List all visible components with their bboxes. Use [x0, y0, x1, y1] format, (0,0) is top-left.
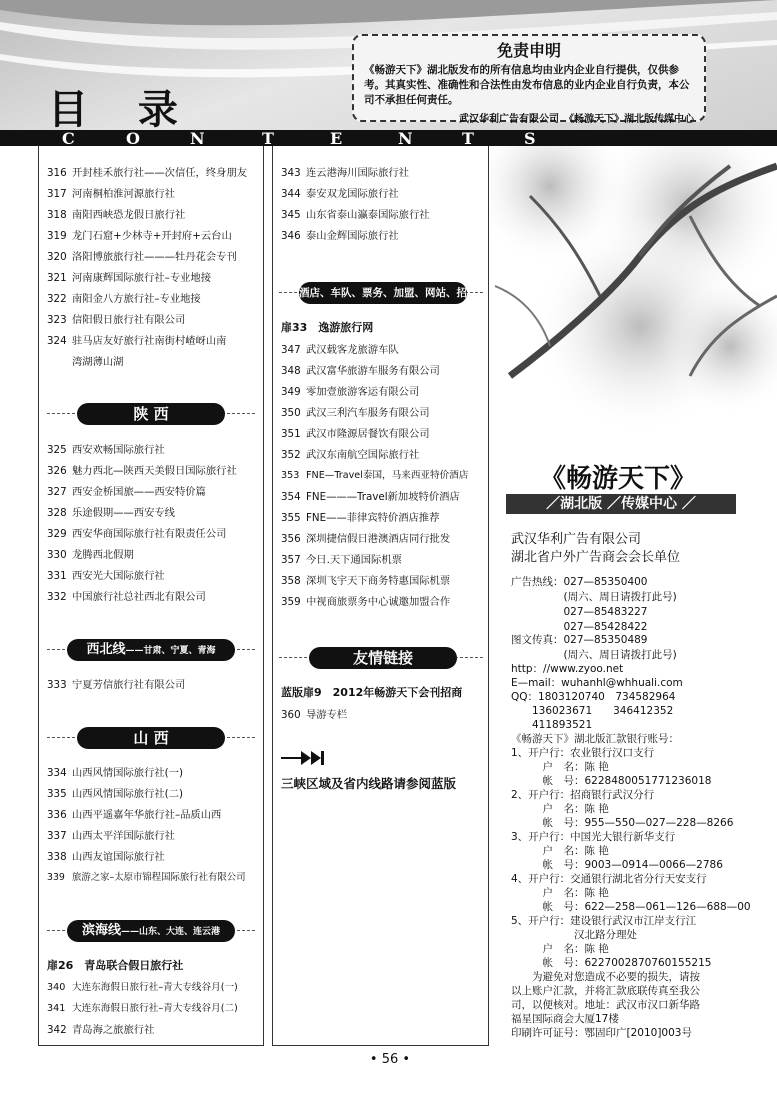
brand-title: 《畅游天下》 [540, 464, 697, 494]
bank-line: 户 名：陈 艳 [511, 943, 609, 955]
website-link[interactable]: http：//www.zyoo.net [511, 663, 624, 675]
section-banner-shanxi: 山 西 [47, 727, 255, 749]
contents-letter: N [190, 129, 205, 148]
section-heading[interactable]: 扉26 青岛联合假日旅行社 [47, 959, 184, 972]
list-item[interactable]: 342 青岛海之旅旅行社 [47, 1024, 155, 1036]
section-banner-services: 酒店、车队、票务、加盟、网站、招聘 [279, 282, 483, 304]
bank-line: 3、开户行：中国光大银行新华支行 [511, 831, 676, 843]
list-item[interactable]: 327 西安金桥国旅——西安特价篇 [47, 486, 206, 498]
list-item[interactable]: 350 武汉三利汽车服务有限公司 [281, 407, 430, 419]
list-item[interactable]: 344 泰安双龙国际旅行社 [281, 188, 399, 200]
list-item[interactable]: 326 魅力西北—陕西天美假日国际旅行社 [47, 465, 237, 477]
contact-line: 027—85483227 [511, 606, 648, 618]
contents-letter: N [398, 129, 413, 148]
contact-line: QQ：1803120740 734582964 [511, 691, 676, 703]
association-name: 湖北省户外广告商会会长单位 [511, 550, 681, 565]
bank-line: 户 名：陈 艳 [511, 845, 609, 857]
email-link[interactable]: E—mail：wuhanhl@whhuali.com [511, 677, 683, 689]
section-banner-links: 友情链接 [279, 647, 483, 669]
disclaimer-box [352, 34, 706, 125]
list-item[interactable]: 320 洛阳博旅旅行社———牡丹花会专刊 [47, 251, 237, 263]
list-item[interactable]: 338 山西友谊国际旅行社 [47, 851, 165, 863]
middle-column [272, 146, 489, 1046]
section-heading[interactable]: 扉33 逸游旅行网 [281, 321, 374, 334]
bank-line: 4、开户行：交通银行湖北省分行天安支行 [511, 873, 707, 885]
list-item[interactable]: 331 西安光大国际旅行社 [47, 570, 165, 582]
left-column [38, 146, 264, 1046]
contents-letter: S [524, 129, 536, 148]
contact-line: 411893521 [511, 719, 593, 731]
list-item[interactable]: 355 FNE——菲律宾特价酒店推荐 [281, 512, 440, 524]
disclaimer-body: 《畅游天下》湖北版发布的所有信息均由业内企业自行提供，仅供参考。其真实性、准确性和合法性由发布信息的业内企业自行负责，本公司不承担任何责任。 [364, 64, 690, 106]
blue-edition-note: 三峡区域及省内线路请参阅蓝版 [281, 776, 457, 791]
bank-line: 汉北路分理处 [511, 929, 637, 941]
section-banner-northwest: 西北线——甘肃、宁夏、青海 [47, 639, 255, 661]
contact-line: 136023671 346412352 [511, 705, 674, 717]
list-item[interactable]: 335 山西风情国际旅行社(二) [47, 788, 184, 800]
contact-line: 027—85428422 [511, 621, 648, 633]
bank-heading: 《畅游天下》湖北版汇款银行账号： [511, 733, 679, 745]
list-item[interactable]: 357 今日.天下通国际机票 [281, 554, 402, 566]
list-item[interactable]: 349 零加壹旅游客运有限公司 [281, 386, 420, 398]
brand-subtitle: ／湖北版 ／传媒中心 ／ [506, 494, 736, 514]
list-item[interactable]: 339 旅游之家–太原市锦程国际旅行社有限公司 [47, 872, 246, 883]
bank-line: 1、开户行：农业银行汉口支行 [511, 747, 655, 759]
bank-line: 帐 号：622—258—061—126—688—00 [511, 901, 751, 913]
license-line: 印刷许可证号：鄂固印广[2010]003号 [511, 1027, 692, 1039]
bank-line: 5、开户行：建设银行武汉市江岸支行江 [511, 915, 697, 927]
bank-line: 帐 号：9003—0914—0066—2786 [511, 859, 723, 871]
list-item[interactable]: 317 河南桐柏淮河源旅行社 [47, 188, 175, 200]
section-banner-shaanxi: 陕 西 [47, 403, 255, 425]
contact-line: (周六、周日请拨打此号) [511, 649, 677, 661]
list-item[interactable]: 347 武汉载客龙旅游车队 [281, 344, 399, 356]
tree-photo [490, 146, 777, 446]
list-item[interactable]: 330 龙腾西北假期 [47, 549, 134, 561]
bank-line: 帐 号：6227002870760155215 [511, 957, 712, 969]
bank-line: 户 名：陈 艳 [511, 887, 609, 899]
list-item[interactable]: 336 山西平遥嘉年华旅行社–品质山西 [47, 809, 222, 821]
list-item[interactable]: 328 乐途假期——西安专线 [47, 507, 175, 519]
contents-letter: E [330, 129, 343, 148]
notice-line: 司，以便核对。地址：武汉市汉口新华路 [511, 999, 700, 1011]
bank-line: 帐 号：955—550—027—228—8266 [511, 817, 734, 829]
list-item[interactable]: 318 南阳西峡恐龙假日旅行社 [47, 209, 186, 221]
disclaimer-signature: 武汉华利广告有限公司 《畅游天下》湖北版传媒中心 [459, 114, 694, 125]
bank-line: 户 名：陈 艳 [511, 803, 609, 815]
page-number: • 56 • [369, 1052, 411, 1067]
list-item[interactable]: 332 中国旅行社总社西北有限公司 [47, 591, 206, 603]
list-item[interactable]: 333 宁夏芳信旅行社有限公司 [47, 679, 186, 691]
list-item[interactable]: 337 山西太平洋国际旅行社 [47, 830, 175, 842]
bank-line: 帐 号：6228480051771236018 [511, 775, 712, 787]
list-item[interactable]: 346 泰山金辉国际旅行社 [281, 230, 399, 242]
list-item[interactable]: 323 信阳假日旅行社有限公司 [47, 314, 186, 326]
list-item[interactable]: 316 开封桂禾旅行社——次信任，终身朋友 [47, 167, 248, 179]
list-item[interactable]: 353 FNE—Travel泰国，马来西亚特价酒店 [281, 470, 469, 481]
list-item-continuation: 湾湖薄山湖 [72, 356, 124, 368]
disclaimer-title: 免责申明 [496, 41, 561, 60]
list-item[interactable]: 354 FNE———Travel新加坡特价酒店 [281, 491, 460, 503]
contents-letter: C [62, 129, 75, 148]
arrow-forward-icon [281, 750, 325, 766]
list-item[interactable]: 348 武汉富华旅游车服务有限公司 [281, 365, 440, 377]
list-item[interactable]: 334 山西风情国际旅行社(一) [47, 767, 184, 779]
list-item[interactable]: 345 山东省泰山瀛泰国际旅行社 [281, 209, 430, 221]
list-item[interactable]: 356 深圳捷信假日港澳酒店同行批发 [281, 533, 451, 545]
notice-line: 为避免对您造成不必要的损失，请按 [511, 971, 700, 983]
list-item[interactable]: 319 龙门石窟+少林寺+开封府+云台山 [47, 230, 232, 242]
list-item[interactable]: 340 大连东海假日旅行社–青大专线谷月(一) [47, 982, 238, 993]
bank-line: 户 名：陈 艳 [511, 761, 609, 773]
contents-letter: T [462, 129, 474, 148]
section-heading[interactable]: 蓝版扉9 2012年畅游天下会刊招商 [281, 686, 463, 699]
notice-line: 福星国际商会大厦17楼 [511, 1013, 619, 1025]
list-item[interactable]: 351 武汉市隆源居餐饮有限公司 [281, 428, 430, 440]
section-banner-coast: 滨海线——山东、大连、连云港 [47, 920, 255, 942]
contact-line: 图文传真：027—85350489 [511, 634, 648, 646]
contact-line: (周六、周日请拨打此号) [511, 591, 677, 603]
contact-line: 广告热线：027—85350400 [511, 576, 648, 588]
bank-line: 2、开户行：招商银行武汉分行 [511, 789, 655, 801]
contents-bar [0, 130, 777, 146]
page-header [0, 0, 777, 130]
list-item[interactable]: 321 河南康辉国际旅行社–专业地接 [47, 272, 212, 284]
list-item[interactable]: 360 导游专栏 [281, 709, 348, 721]
list-item[interactable]: 359 中视商旅票务中心诚邀加盟合作 [281, 596, 451, 608]
contents-letter: O [126, 129, 140, 148]
list-item[interactable]: 322 南阳金八方旅行社–专业地接 [47, 293, 201, 305]
list-item[interactable]: 324 驻马店友好旅行社南街村嵖岈山南 [47, 335, 227, 347]
list-item[interactable]: 352 武汉东南航空国际旅行社 [281, 449, 420, 461]
list-item[interactable]: 341 大连东海假日旅行社–青大专线谷月(二) [47, 1003, 238, 1014]
list-item[interactable]: 325 西安欢畅国际旅行社 [47, 444, 165, 456]
page-title: 目 录 [48, 87, 196, 130]
notice-line: 以上账户汇款，并将汇款底联传真至我公 [511, 985, 700, 997]
company-name: 武汉华利广告有限公司 [511, 532, 642, 547]
contents-letter: T [262, 129, 274, 148]
list-item[interactable]: 358 深圳飞宇天下商务特惠国际机票 [281, 575, 451, 587]
list-item[interactable]: 329 西安华商国际旅行社有限责任公司 [47, 528, 227, 540]
list-item[interactable]: 343 连云港海川国际旅行社 [281, 167, 409, 179]
